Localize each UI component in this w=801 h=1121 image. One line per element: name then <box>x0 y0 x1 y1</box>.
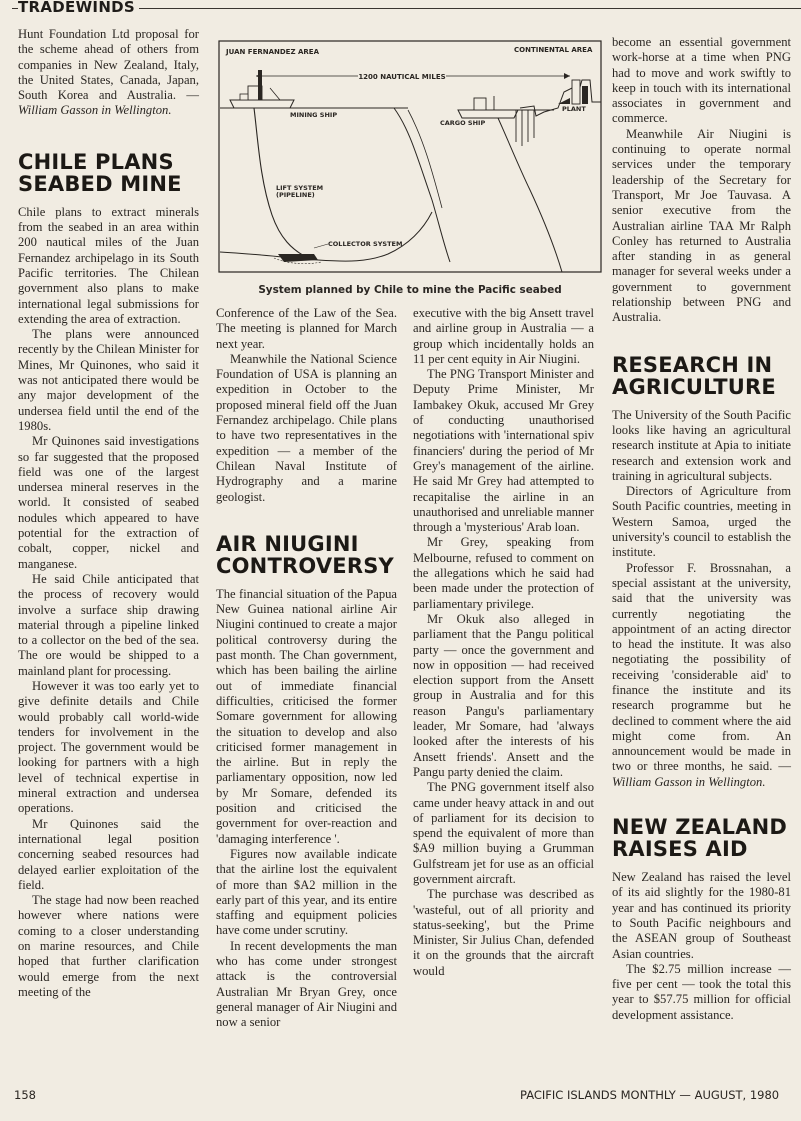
paragraph: executive with the big Ansett travel and airline group in Australia — a group which incidentally holds an 11 per cent equity in Air Niugini. <box>413 306 594 366</box>
paragraph: become an essential government work-horse at a time when PNG had to move and work swiftly to keep in touch with its international associates in government and commerce. <box>612 35 791 126</box>
seabed-mining-diagram <box>218 40 602 273</box>
paragraph: The stage had now been reached however where nations were coming to a closer understanding on marine resources, and Chile hoped that further clarification would emerge from the next meeting of the <box>18 893 199 999</box>
section-title: TRADEWINDS <box>18 0 139 16</box>
cargo-ship-label: CARGO SHIP <box>440 119 486 127</box>
paragraph: The PNG Transport Minister and Deputy Prime Minister, Mr Iambakey Okuk, accused Mr Grey of conducting unauthorised negotiations with 'international spiv financiers' during the period of Mr Grey's management of the airline. He said Mr Grey had attempted to recapitalise the airline in an unauthorised and unreliable manner through a 'mysterious' Arab loan. <box>413 367 594 535</box>
figure-caption: System planned by Chile to mine the Pacific seabed <box>258 284 562 296</box>
paragraph: He said Chile anticipated that the process of recovery would involve a surface ship drawing material through a pipeline linked to a collector on the bed of the sea. The ore would be shipped to a mainland plant for processing. <box>18 571 199 678</box>
paragraph: The purchase was described as 'wasteful, out of all priority and status-seeking', but the Prime Minister, Sir Julius Chan, defended it on the grounds that the aircraft would <box>413 887 594 978</box>
collector-label: COLLECTOR SYSTEM <box>328 240 403 248</box>
paragraph: Mr Quinones said investigations so far suggested that the proposed field was one of the largest undersea mineral reserves in the world. It consisted of seabed nodules which appeared to have potential for the extraction of cobalt, copper, nickel and manganese. <box>18 434 199 571</box>
column-1 <box>18 27 199 1000</box>
paragraph: Chile plans to extract minerals from the seabed in an area within 200 nautical miles of the Juan Fernandez archipelago in its South Pacific territories. The Chilean government also plans to make international legal submissions for extending the area of extraction. <box>18 204 199 326</box>
article-heading-nz-aid: NEW ZEALAND RAISES AID <box>612 815 788 862</box>
paragraph <box>18 27 199 119</box>
paragraph: The PNG government itself also came under heavy attack in and out of parliament for its decision to spend the equivalent of more than $A9 million buying a Grumman Gulfstream jet for use as an official government aircraft. <box>413 780 594 886</box>
distance-label: 1200 NAUTICAL MILES <box>358 73 446 81</box>
paragraph: The University of the South Pacific looks like having an agricultural research institute at Apia to initiate research and extension work and training in agricultural subjects. <box>612 407 791 483</box>
paragraph: The plans were announced recently by the Chilean Minister for Mines, Mr Quinones, who said it was not anticipated there would be any major development of the undersea field until the end of the 1980s. <box>18 327 199 433</box>
mining-ship-label: MINING SHIP <box>290 111 338 119</box>
pipeline-label: (PIPELINE) <box>276 191 315 199</box>
publication-footer: PACIFIC ISLANDS MONTHLY — AUGUST, 1980 <box>520 1088 780 1102</box>
section-header <box>12 0 801 16</box>
paragraph: Meanwhile Air Niugini is continuing to operate normal services under the temporary leadership of the Secretary for Transport, Mr Joe Tauvasa. A senior executive from the Australian airline TAA Mr Ralph Conley has returned to Australia after standing in as general manager for several weeks under a government to government relationship between PNG and Australia. <box>612 126 791 325</box>
paragraph-text: Hunt Foundation Ltd proposal for the scheme ahead of others from companies in New Zealand, Italy, the United States, Canada, Japan, South Korea and Australia. — <box>18 27 199 103</box>
paragraph: Mr Okuk also alleged in parliament that the Pangu political party — once the government and now in opposition — had received election support from the Ansett group in Australia and for this reason Pangu's parliamentary leader, Mr Somare, had 'always looked after the interests of his Ansett friends'. Ansett and the Pangu party denied the claim. <box>413 611 594 779</box>
paragraph: However it was too early yet to give definite details and Chile would probably call world-wide tenders for involvement in the project. The government would be looking for partners with a high level of technical expertise in mineral extraction and undersea operations. <box>18 678 199 816</box>
byline: William Gasson in Wellington. <box>612 774 766 789</box>
paragraph: Directors of Agriculture from South Pacific countries, meeting in Western Samoa, urged the university's council to establish the institute. <box>612 484 791 560</box>
column-3 <box>413 306 594 979</box>
plant-label: PLANT <box>562 105 586 113</box>
paragraph: Mr Grey, speaking from Melbourne, refused to comment on the allegations which he said had been made under the protection of parliamentary privilege. <box>413 535 594 611</box>
column-2 <box>216 306 397 1030</box>
paragraph: The financial situation of the Papua New Guinea national airline Air Niugini continued to create a major political controversy during the past month. The Chan government, which has been bailing the airline out of immediate financial difficulties, criticised the former Somare government for allowing the situation to develop and also criticised former management in the airline. But in reply the parliamentary opposition, now led by Mr Somare, defended its position and criticised the government for over-reaction and 'damaging interference '. <box>216 586 397 846</box>
article-heading-air-niugini: AIR NIUGINI CONTROVERSY <box>216 531 394 578</box>
article-heading-chile: CHILE PLANS SEABED MINE <box>18 149 182 196</box>
diagram-svg <box>218 40 602 273</box>
juan-fernandez-label: JUAN FERNANDEZ AREA <box>226 48 319 56</box>
byline: William Gasson in Wellington. <box>18 103 172 118</box>
page-number: 158 <box>14 1088 36 1102</box>
paragraph: In recent developments the man who has come under strongest attack is the controversial Australian Mr Bryan Grey, once general manager of Air Niugini and now a senior <box>216 938 397 1030</box>
lift-system-label: LIFT SYSTEM <box>276 184 324 192</box>
paragraph: Meanwhile the National Science Foundation of USA is planning an expedition in October to the proposed mineral field off the Juan Fernandez archipelago. Chile plans to have two representatives in the expedition — a member of the Chilean Naval Institute of Hydrography and a marine geologist. <box>216 351 397 504</box>
continental-label: CONTINENTAL AREA <box>514 46 593 54</box>
article-heading-agriculture: RESEARCH IN AGRICULTURE <box>612 352 776 399</box>
paragraph: Mr Quinones said the international legal position concerning seabed resources had delayed earlier exploitation of the field. <box>18 816 199 892</box>
paragraph: The $2.75 million increase — five per cent — took the total this year to $57.75 million for official development assistance. <box>612 961 791 1022</box>
paragraph-text: Professor F. Brossnahan, a special assistant at the university, said that the university was currently negotiating the appointment of an acting director to head the institute. It was also negotiating the possibility of receiving 'considerable aid' to finance the institute and its research programme but he declined to comment where the aid might come from. An announcement would be made in two or three months, he said. — <box>612 560 791 774</box>
paragraph: New Zealand has raised the level of its aid slightly for the 1980-81 year and has continued its priority to South Pacific neighbours and the ASEAN group of Southeast Asian countries. <box>612 870 791 961</box>
paragraph: Figures now available indicate that the airline lost the equivalent of more than $A2 million in the early part of this year, and its entire staffing and equipment policies have come under scrutiny. <box>216 846 397 938</box>
paragraph <box>612 561 791 790</box>
column-4 <box>612 35 791 1023</box>
paragraph: Conference of the Law of the Sea. The meeting is planned for March next year. <box>216 306 397 351</box>
